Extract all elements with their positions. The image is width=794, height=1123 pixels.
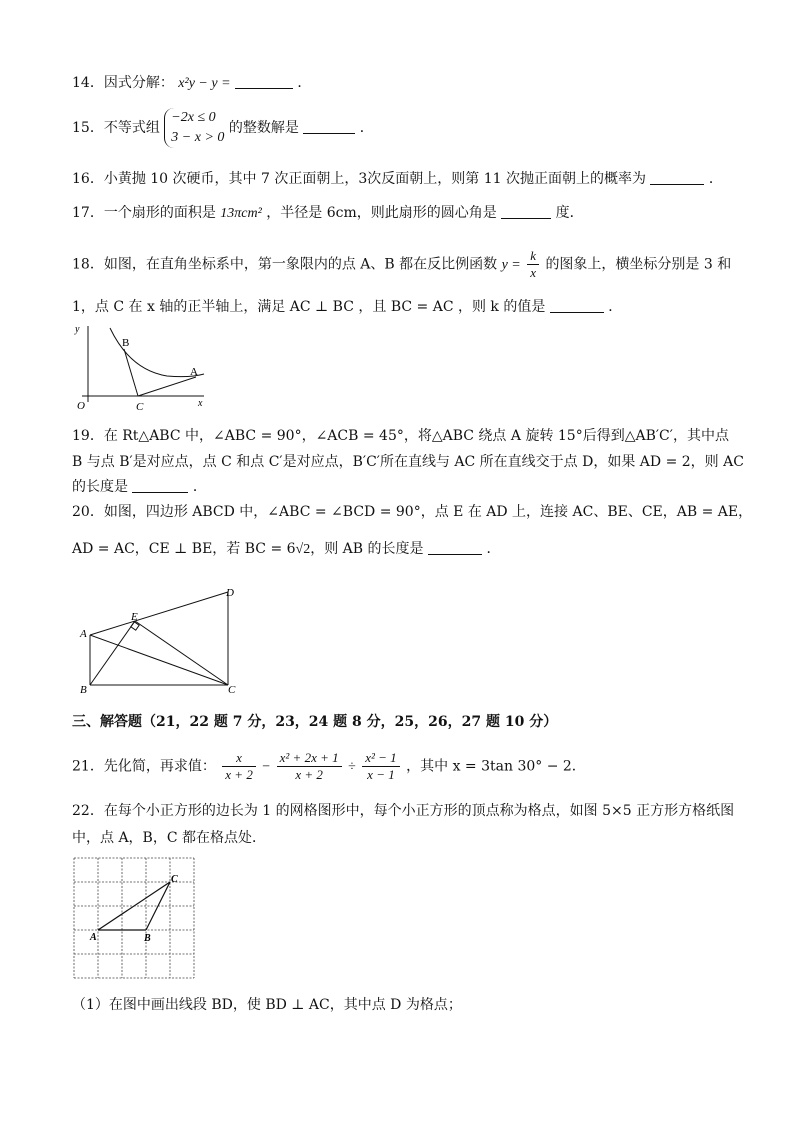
question-22-line-1	[72, 802, 734, 820]
q20-segment-ce	[135, 621, 228, 685]
q14-prefix: 14．因式分解：	[72, 75, 174, 91]
question-22-line-2	[72, 829, 266, 847]
q14-expression: x²y − y =	[178, 76, 231, 91]
q20-sqrt: √2	[295, 542, 311, 557]
q20-end: ．	[486, 541, 501, 557]
q15-answer-blank[interactable]	[303, 119, 355, 134]
q16-text: 16．小黄抛 10 次硬币，其中 7 次正面朝上，3次反面朝上，则第 11 次抛正面朝上的概率为	[72, 171, 646, 187]
q18-label-a: A	[190, 366, 198, 378]
q20-label-d: D	[226, 587, 234, 599]
question-19-line-2	[72, 453, 744, 471]
q18-answer-blank[interactable]	[550, 298, 604, 313]
q15-inequality-2: 3 − x > 0	[171, 130, 225, 145]
q22-line2: 中，点 A，B，C 都在格点处．	[72, 830, 267, 846]
q18-func-numerator: k	[527, 248, 539, 265]
q20-line2b: ，则 AB 的长度是	[310, 541, 424, 557]
q18-label-b: B	[122, 337, 130, 349]
q19-answer-blank[interactable]	[132, 478, 188, 493]
q19-line2: B 与点 B′是对应点，点 C 和点 C′是对应点，B′C′所在直线与 AC 所在直线交于点 D，如果 AD = 2，则 AC	[72, 454, 744, 470]
q22-part1: （1）在图中画出线段 BD，使 BD ⊥ AC，其中点 D 为格点；	[72, 997, 462, 1013]
question-16	[72, 170, 723, 188]
section-3-text: 三、解答题（21，22 题 7 分，23，24 题 8 分，25，26，27 题 10 分）	[72, 714, 558, 730]
q22-grid-figure	[72, 856, 198, 984]
question-22-part-1	[72, 996, 462, 1014]
q22-line1: 22．在每个小正方形的边长为 1 的网格图形中，每个小正方形的顶点称为格点，如图 5×5 正方形方格纸图	[72, 803, 735, 819]
q21-f3-denominator: x − 1	[367, 767, 395, 782]
question-15	[72, 108, 374, 148]
q19-line3: 的长度是	[72, 479, 128, 495]
q20-figure	[76, 585, 246, 697]
q22-label-c: C	[171, 874, 178, 885]
q18-label-y: y	[75, 324, 80, 335]
q14-suffix: ．	[297, 75, 312, 91]
q21-f1-denominator: x + 2	[225, 767, 253, 782]
q15-suffix: 的整数解是	[228, 120, 299, 136]
q18-line2: 1，点 C 在 x 轴的正半轴上，满足 AC ⊥ BC ，且 BC = AC ，则 k 的值是	[72, 299, 546, 315]
q21-f3-numerator: x² − 1	[362, 750, 399, 767]
q18-label-o: O	[77, 400, 85, 412]
q19-line1: 19．在 Rt△ABC 中，∠ABC = 90°，∠ACB = 45°，将△ABC 绕点 A 旋转 15°后得到△AB′C′，其中点	[72, 428, 729, 444]
q19-end: ．	[192, 479, 207, 495]
q20-label-b: B	[80, 684, 87, 696]
q16-answer-blank[interactable]	[650, 170, 704, 185]
q20-line2a: AD = AC，CE ⊥ BE，若 BC = 6	[72, 541, 296, 557]
q18-end: ．	[608, 299, 623, 315]
q22-label-b: B	[144, 933, 151, 944]
q20-label-a: A	[80, 628, 87, 640]
q16-end: ．	[708, 171, 723, 187]
question-21	[72, 750, 586, 783]
q15-inequality-system	[164, 108, 224, 148]
q21-f1-numerator: x	[222, 750, 256, 767]
question-19-line-1	[72, 427, 729, 445]
q21-minus: −	[262, 759, 271, 775]
q17-text2: ，半径是 6cm，则此扇形的圆心角是	[266, 205, 497, 221]
q14-answer-blank[interactable]	[235, 74, 293, 89]
q17-answer-blank[interactable]	[501, 204, 551, 219]
q17-text1: 17．一个扇形的面积是	[72, 205, 216, 221]
q21-divide: ÷	[348, 759, 356, 775]
q21-fraction-1	[222, 750, 256, 783]
q20-label-e: E	[131, 611, 138, 623]
q18-line1b: 的图象上，横坐标分别是 3 和	[545, 256, 732, 273]
q18-label-c: C	[136, 401, 144, 413]
q17-area: 13πcm²	[220, 206, 262, 221]
q22-label-a: A	[90, 932, 97, 943]
q18-function-fraction	[527, 248, 539, 281]
q21-suffix: ，其中 x = 3tan 30° − 2．	[406, 758, 586, 775]
q18-segment-bc	[124, 349, 138, 396]
q20-answer-blank[interactable]	[428, 540, 482, 555]
question-20-line-1	[72, 503, 752, 521]
q18-segment-ac	[138, 377, 196, 396]
q20-segment-be	[90, 621, 135, 685]
q21-fraction-3	[362, 750, 399, 783]
question-20-line-2	[72, 540, 500, 559]
q17-text3: 度．	[555, 205, 584, 221]
q18-figure	[72, 322, 212, 414]
q18-func-denominator: x	[530, 265, 536, 280]
q20-label-c: C	[228, 684, 236, 696]
q18-func-y: y =	[501, 257, 521, 273]
q20-line1: 20．如图，四边形 ABCD 中，∠ABC = ∠BCD = 90°，点 E 在 AD 上，连接 AC、BE、CE，AB = AE，	[72, 504, 753, 520]
q21-prefix: 21．先化简，再求值：	[72, 758, 216, 775]
q21-fraction-2	[277, 750, 342, 783]
question-17	[72, 204, 584, 223]
question-18-line-1	[72, 248, 731, 281]
q15-prefix: 15．不等式组	[72, 120, 160, 136]
q15-end: ．	[359, 120, 374, 136]
q21-f2-denominator: x + 2	[295, 767, 323, 782]
q21-f2-numerator: x² + 2x + 1	[277, 750, 342, 767]
q20-segment-ad	[90, 592, 228, 635]
section-3-heading	[72, 713, 557, 731]
question-18-line-2	[72, 298, 622, 316]
q20-segment-ac	[90, 635, 228, 685]
question-19-line-3	[72, 478, 207, 496]
q18-label-x: x	[198, 398, 203, 409]
q15-inequality-1: −2x ≤ 0	[171, 110, 216, 125]
question-14	[72, 74, 311, 93]
q18-line1a: 18．如图，在直角坐标系中，第一象限内的点 A、B 都在反比例函数	[72, 256, 498, 273]
